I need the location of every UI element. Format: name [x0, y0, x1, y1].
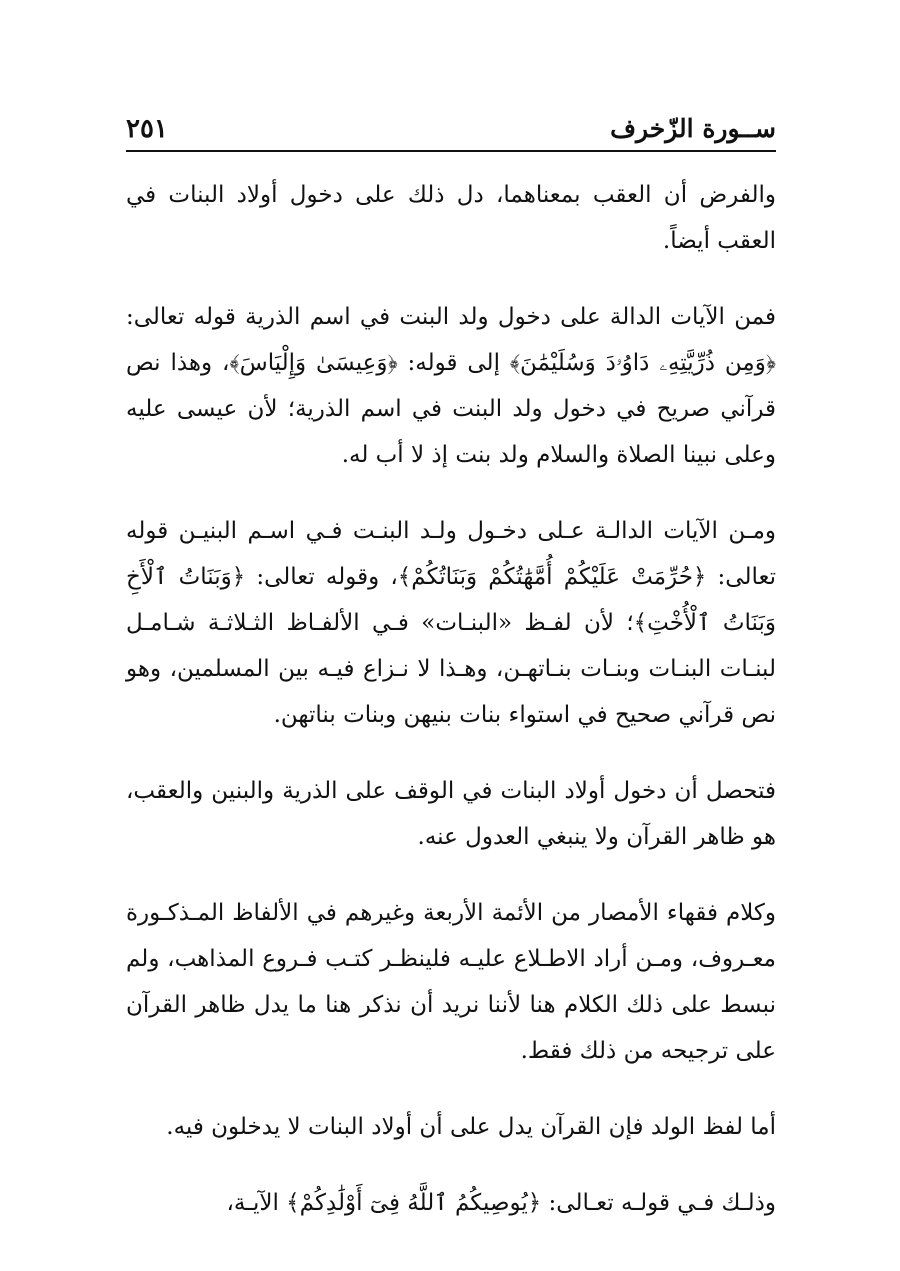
header-divider: [126, 150, 776, 152]
paragraph: أما لفظ الولد فإن القرآن يدل على أن أولاد البنات لا يدخلون فيه.: [166, 1114, 776, 1140]
paragraph: فمن الآيات الدالة على دخول ولد البنت في اسم الذرية قوله تعالى: ﴿وَمِن ذُرِّيَّتِهِۦ دَاوُۥدَ وَسُلَيْمَٰنَ﴾ إلى قوله: ﴿وَعِيسَىٰ وَإِلْيَاسَ﴾، وهذا نص قرآني صريح في دخول ولد البنت في اسم الذرية؛ لأن عيسى عليه وعلى نبينا الصلاة والسلام ولد بنت إذ لا أب له.: [126, 304, 776, 468]
page-number: ٢٥١: [126, 114, 168, 144]
body-text: [126, 172, 776, 1256]
paragraph: فتحصل أن دخول أولاد البنات في الوقف على الذرية والبنين والعقب، هو ظاهر القرآن ولا ينبغي العدول عنه.: [126, 778, 776, 850]
paragraph: وذلـك فـي قولـه تعـالى: ﴿يُوصِيكُمُ ٱللَّهُ فِىٓ أَوْلَٰدِكُمْ﴾ الآيـة،: [226, 1190, 776, 1216]
paragraph: وكلام فقهاء الأمصار من الأئمة الأربعة وغيرهم في الألفاظ المـذكـورة معـروف، ومـن أراد الاطـلاع عليـه فلينظـر كتـب فـروع المذاهب، ولم نبسط على ذلك الكلام هنا لأننا نريد أن نذكر هنا ما يدل ظاهر القرآن على ترجيحه من ذلك فقط.: [126, 900, 776, 1064]
paragraph: ومـن الآيات الدالـة عـلى دخـول ولـد البنـت فـي اسـم البنيـن قوله تعالى: ﴿حُرِّمَتْ عَلَيْكُمْ أُمَّهَٰتُكُمْ وَبَنَاتُكُمْ﴾، وقوله تعالى: ﴿وَبَنَاتُ ٱلْأَخِ وَبَنَاتُ ٱلْأُخْتِ﴾؛ لأن لفـظ «البنـات» فـي الألفـاظ الثـلاثـة شـامـل لبنـات البنـات وبنـات بنـاتهـن، وهـذا لا نـزاع فيـه بين المسلمين، وهو نص قرآني صحيح في استواء بنات بنيهن وبنات بناتهن.: [126, 518, 776, 728]
paragraph: والفرض أن العقب بمعناهما، دل ذلك على دخول أولاد البنات في العقب أيضاً.: [126, 182, 776, 254]
surah-title: ســورة الزّخرف: [610, 114, 776, 143]
page-header: [126, 108, 776, 152]
